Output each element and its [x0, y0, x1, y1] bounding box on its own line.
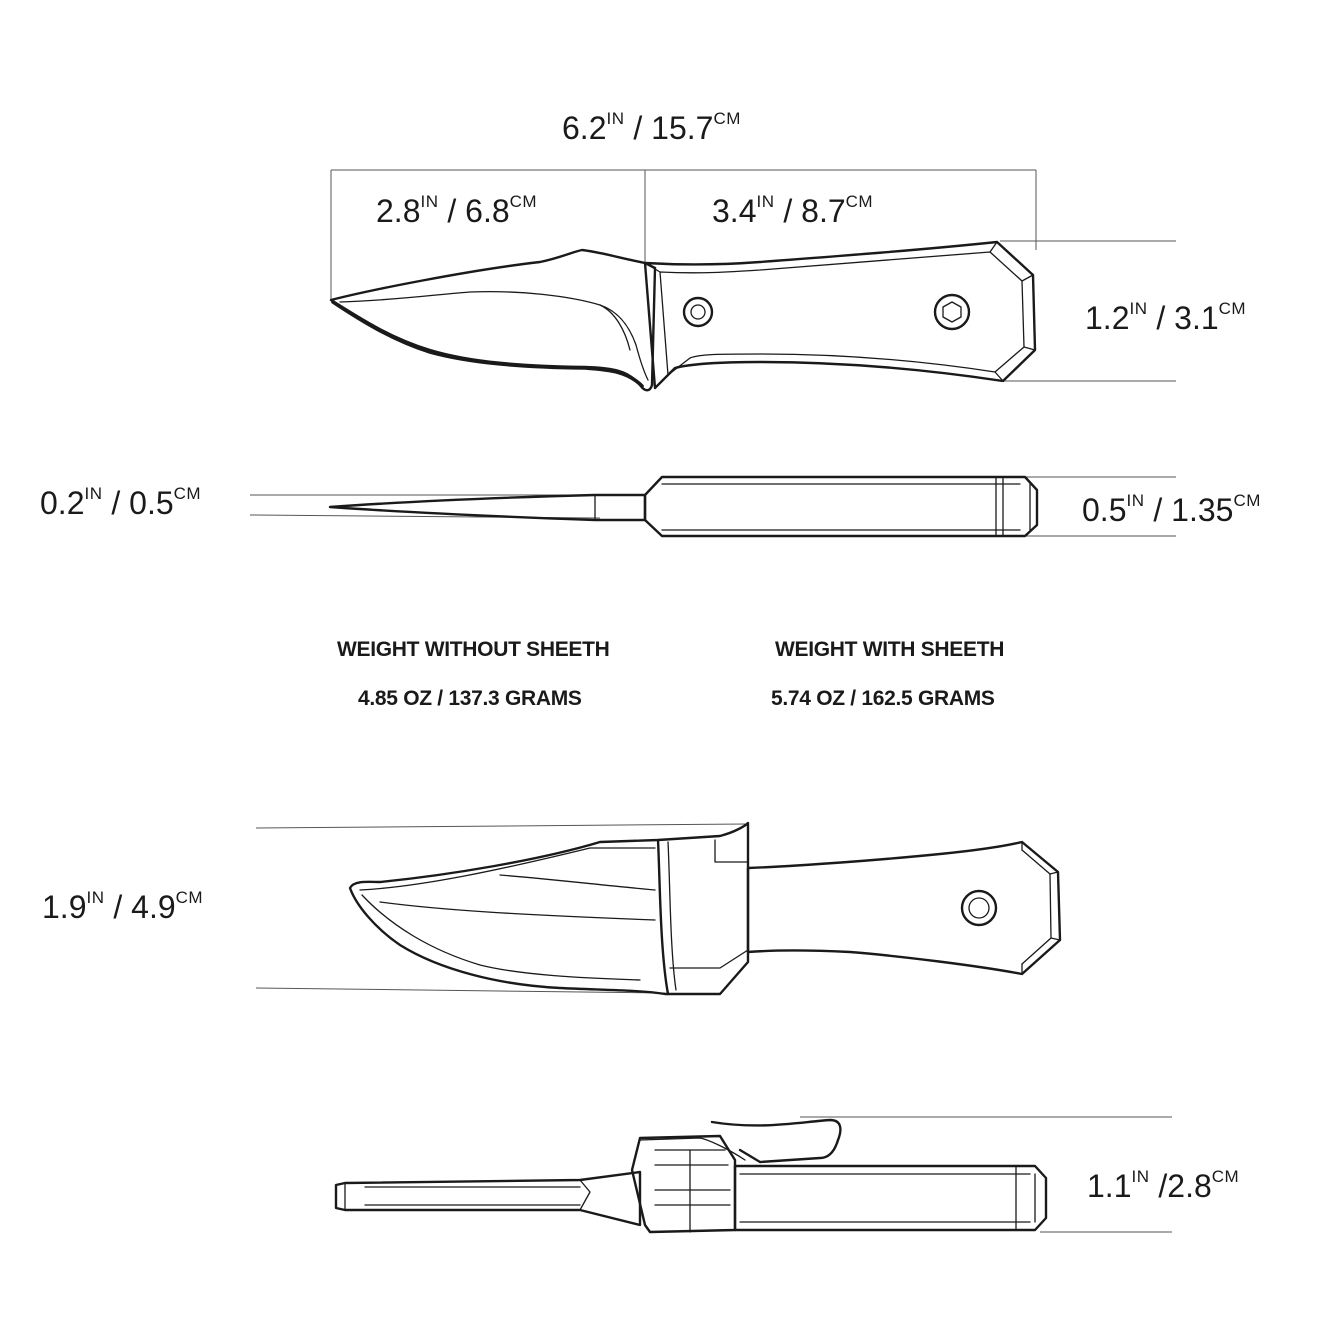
weight-without-sheath-heading: WEIGHT WITHOUT SHEETH: [337, 638, 610, 661]
weight-with-sheath-heading: WEIGHT WITH SHEETH: [775, 638, 1005, 661]
handle-thickness-label: $0.5^{IN} / 1.35^{CM}$: [1082, 491, 1261, 528]
handle-thickness-outline: [645, 477, 1037, 536]
sheath-top-view: [336, 1117, 1172, 1232]
overall-length-label: $6.2^{IN} / 15.7^{CM}$: [562, 109, 741, 146]
handle-height-label: $1.2^{IN} / 3.1^{CM}$: [1085, 299, 1247, 336]
sheath-body: [336, 1172, 640, 1225]
screw-icon: [935, 295, 969, 329]
weight-with-sheath-value: 5.74 OZ / 162.5 GRAMS: [771, 687, 995, 710]
handle-length-label: $3.4^{IN} / 8.7^{CM}$: [712, 192, 874, 229]
sheath-side-view: [256, 823, 1060, 994]
sheath-thickness-label: $1.1^{IN}$ $/2.8^{CM}$: [1087, 1167, 1240, 1204]
blade-thickness-label: $0.2^{IN} / 0.5^{CM}$: [40, 484, 202, 521]
weight-without-sheath-value: 4.85 OZ / 137.3 GRAMS: [358, 687, 582, 710]
sheath-height-label: $1.9^{IN} / 4.9^{CM}$: [42, 888, 204, 925]
screw-icon: [962, 891, 996, 925]
sheath-handle-thickness: [735, 1166, 1046, 1230]
sheath-handle-outline: [748, 842, 1060, 974]
knife-top-view: [250, 477, 1176, 536]
blade-length-label: $2.8^{IN} / 6.8^{CM}$: [376, 192, 538, 229]
screw-icon: [684, 298, 712, 326]
knife-side-view: [331, 242, 1035, 390]
